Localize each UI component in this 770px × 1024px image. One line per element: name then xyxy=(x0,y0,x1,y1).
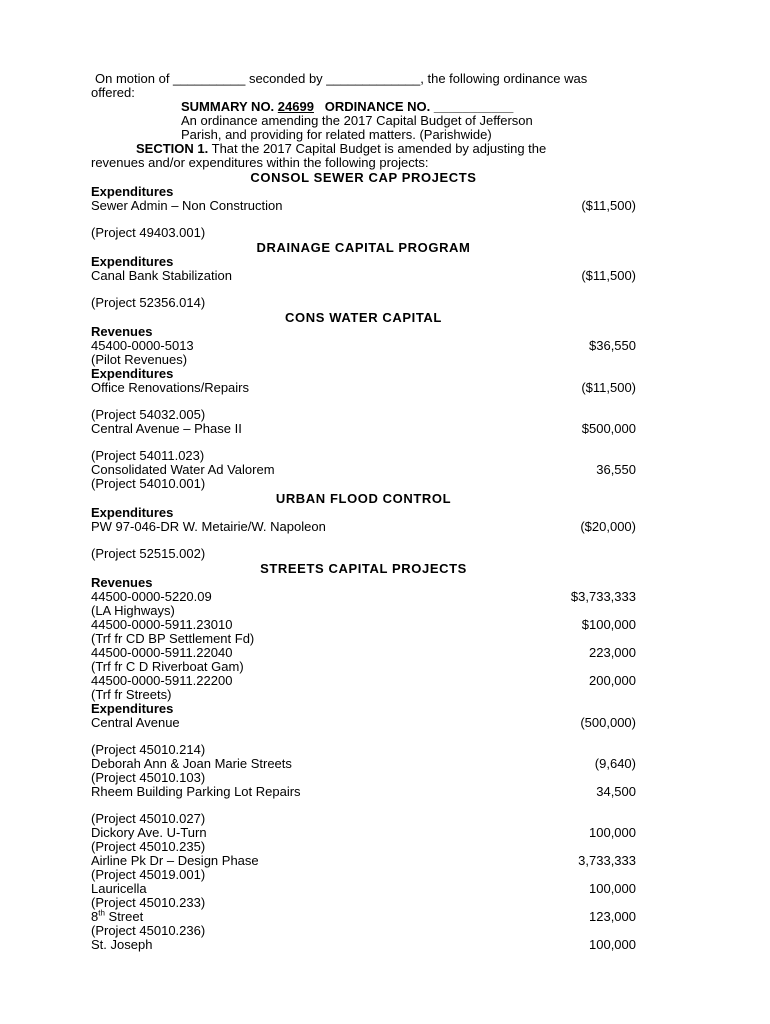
budget-row xyxy=(91,674,636,688)
row-name: Rheem Building Parking Lot Repairs xyxy=(91,784,301,799)
row-amount: $100,000 xyxy=(581,617,636,632)
project-number: (Project 52356.014) xyxy=(91,295,206,310)
section-label: SECTION 1. xyxy=(136,141,209,156)
budget-row xyxy=(91,339,636,353)
street-number: 8 xyxy=(91,909,99,924)
row-name xyxy=(91,910,143,924)
motion-line-cont: offered: xyxy=(91,85,135,100)
section-text: That the 2017 Capital Budget is amended by adjusting the xyxy=(211,141,547,156)
budget-row xyxy=(91,882,636,896)
budget-row xyxy=(91,938,636,952)
budget-row xyxy=(91,463,636,477)
ordinance-document xyxy=(91,72,636,952)
section-title-sewer: CONSOL SEWER CAP PROJECTS xyxy=(250,170,477,185)
motion-line: On motion of __________ seconded by _____________, the following ordinance was xyxy=(95,71,588,86)
row-name: St. Joseph xyxy=(91,937,153,952)
project-number: (Project 52515.002) xyxy=(91,546,206,561)
row-name: 44500-0000-5911.22040 xyxy=(91,645,233,660)
project-number: (Project 45010.233) xyxy=(91,895,206,910)
row-name: Sewer Admin – Non Construction xyxy=(91,198,283,213)
expenditures-label: Expenditures xyxy=(91,505,174,520)
expenditures-label: Expenditures xyxy=(91,254,174,269)
summary-label: SUMMARY NO. xyxy=(181,99,275,114)
row-amount: 100,000 xyxy=(589,825,636,840)
row-amount: 36,550 xyxy=(596,462,636,477)
row-amount: $3,733,333 xyxy=(570,589,636,604)
budget-row xyxy=(91,381,636,395)
budget-row xyxy=(91,646,636,660)
row-amount: ($20,000) xyxy=(580,519,636,534)
row-amount: 100,000 xyxy=(589,937,636,952)
project-number: (Project 45010.103) xyxy=(91,770,206,785)
row-amount: $500,000 xyxy=(581,421,636,436)
row-name: Central Avenue – Phase II xyxy=(91,421,242,436)
row-name: Consolidated Water Ad Valorem xyxy=(91,462,275,477)
budget-row xyxy=(91,854,636,868)
section-title-drainage: DRAINAGE CAPITAL PROGRAM xyxy=(256,240,471,255)
budget-row xyxy=(91,618,636,632)
project-number: (Project 54032.005) xyxy=(91,407,206,422)
row-name: Central Avenue xyxy=(91,715,180,730)
row-amount: (500,000) xyxy=(580,715,636,730)
project-number: (Project 45010.027) xyxy=(91,811,206,826)
row-amount: 123,000 xyxy=(589,909,636,924)
ordinal-suffix: th xyxy=(98,908,105,918)
ordinance-label: ORDINANCE NO. ___________ xyxy=(324,99,514,114)
summary-line xyxy=(91,100,636,114)
budget-row xyxy=(91,422,636,436)
ordinance-description-2: Parish, and providing for related matters. (Parishwide) xyxy=(181,127,492,142)
section-1-line xyxy=(91,142,636,156)
project-number: (Project 45010.236) xyxy=(91,923,206,938)
budget-row xyxy=(91,757,636,771)
row-amount: ($11,500) xyxy=(581,380,636,395)
row-name: Lauricella xyxy=(91,881,147,896)
row-name: 44500-0000-5220.09 xyxy=(91,589,212,604)
budget-row xyxy=(91,910,636,924)
row-amount: 3,733,333 xyxy=(578,853,636,868)
row-name: Office Renovations/Repairs xyxy=(91,380,250,395)
project-number: (Project 49403.001) xyxy=(91,225,206,240)
budget-row xyxy=(91,826,636,840)
revenue-note: (Trf fr Streets) xyxy=(91,687,172,702)
row-amount: 100,000 xyxy=(589,881,636,896)
project-number: (Project 45010.235) xyxy=(91,839,206,854)
project-number: (Project 45019.001) xyxy=(91,867,206,882)
revenues-label: Revenues xyxy=(91,324,153,339)
expenditures-label: Expenditures xyxy=(91,701,174,716)
row-amount: 200,000 xyxy=(589,673,636,688)
budget-row xyxy=(91,785,636,799)
expenditures-label: Expenditures xyxy=(91,366,174,381)
row-amount: ($11,500) xyxy=(581,198,636,213)
revenue-note: (Trf fr CD BP Settlement Fd) xyxy=(91,631,255,646)
project-number: (Project 45010.214) xyxy=(91,742,206,757)
row-name: PW 97-046-DR W. Metairie/W. Napoleon xyxy=(91,519,326,534)
project-number: (Project 54011.023) xyxy=(91,448,205,463)
row-name: Canal Bank Stabilization xyxy=(91,268,232,283)
budget-row xyxy=(91,590,636,604)
row-name: Airline Pk Dr – Design Phase xyxy=(91,853,259,868)
row-name: 44500-0000-5911.23010 xyxy=(91,617,233,632)
row-amount: $36,550 xyxy=(589,338,636,353)
revenue-note: (LA Highways) xyxy=(91,603,175,618)
project-number: (Project 54010.001) xyxy=(91,476,206,491)
budget-row xyxy=(91,520,636,534)
row-amount: 223,000 xyxy=(589,645,636,660)
street-word: Street xyxy=(104,909,144,924)
row-name: 45400-0000-5013 xyxy=(91,338,194,353)
revenue-note: (Trf fr C D Riverboat Gam) xyxy=(91,659,244,674)
revenue-note: (Pilot Revenues) xyxy=(91,352,188,367)
section-title-flood: URBAN FLOOD CONTROL xyxy=(275,491,452,506)
budget-row xyxy=(91,269,636,283)
section-text-cont: revenues and/or expenditures within the following projects: xyxy=(91,155,429,170)
row-amount: ($11,500) xyxy=(581,268,636,283)
expenditures-label: Expenditures xyxy=(91,184,174,199)
row-name: 44500-0000-5911.22200 xyxy=(91,673,233,688)
summary-number: 24699 xyxy=(277,99,314,114)
ordinance-description-1: An ordinance amending the 2017 Capital Budget of Jefferson xyxy=(181,113,533,128)
section-title-water: CONS WATER CAPITAL xyxy=(285,310,442,325)
section-title-streets: STREETS CAPITAL PROJECTS xyxy=(260,561,467,576)
revenues-label: Revenues xyxy=(91,575,153,590)
row-amount: 34,500 xyxy=(596,784,636,799)
row-name: Dickory Ave. U-Turn xyxy=(91,825,207,840)
budget-row xyxy=(91,716,636,730)
row-amount: (9,640) xyxy=(594,756,636,771)
budget-row xyxy=(91,199,636,213)
row-name: Deborah Ann & Joan Marie Streets xyxy=(91,756,292,771)
